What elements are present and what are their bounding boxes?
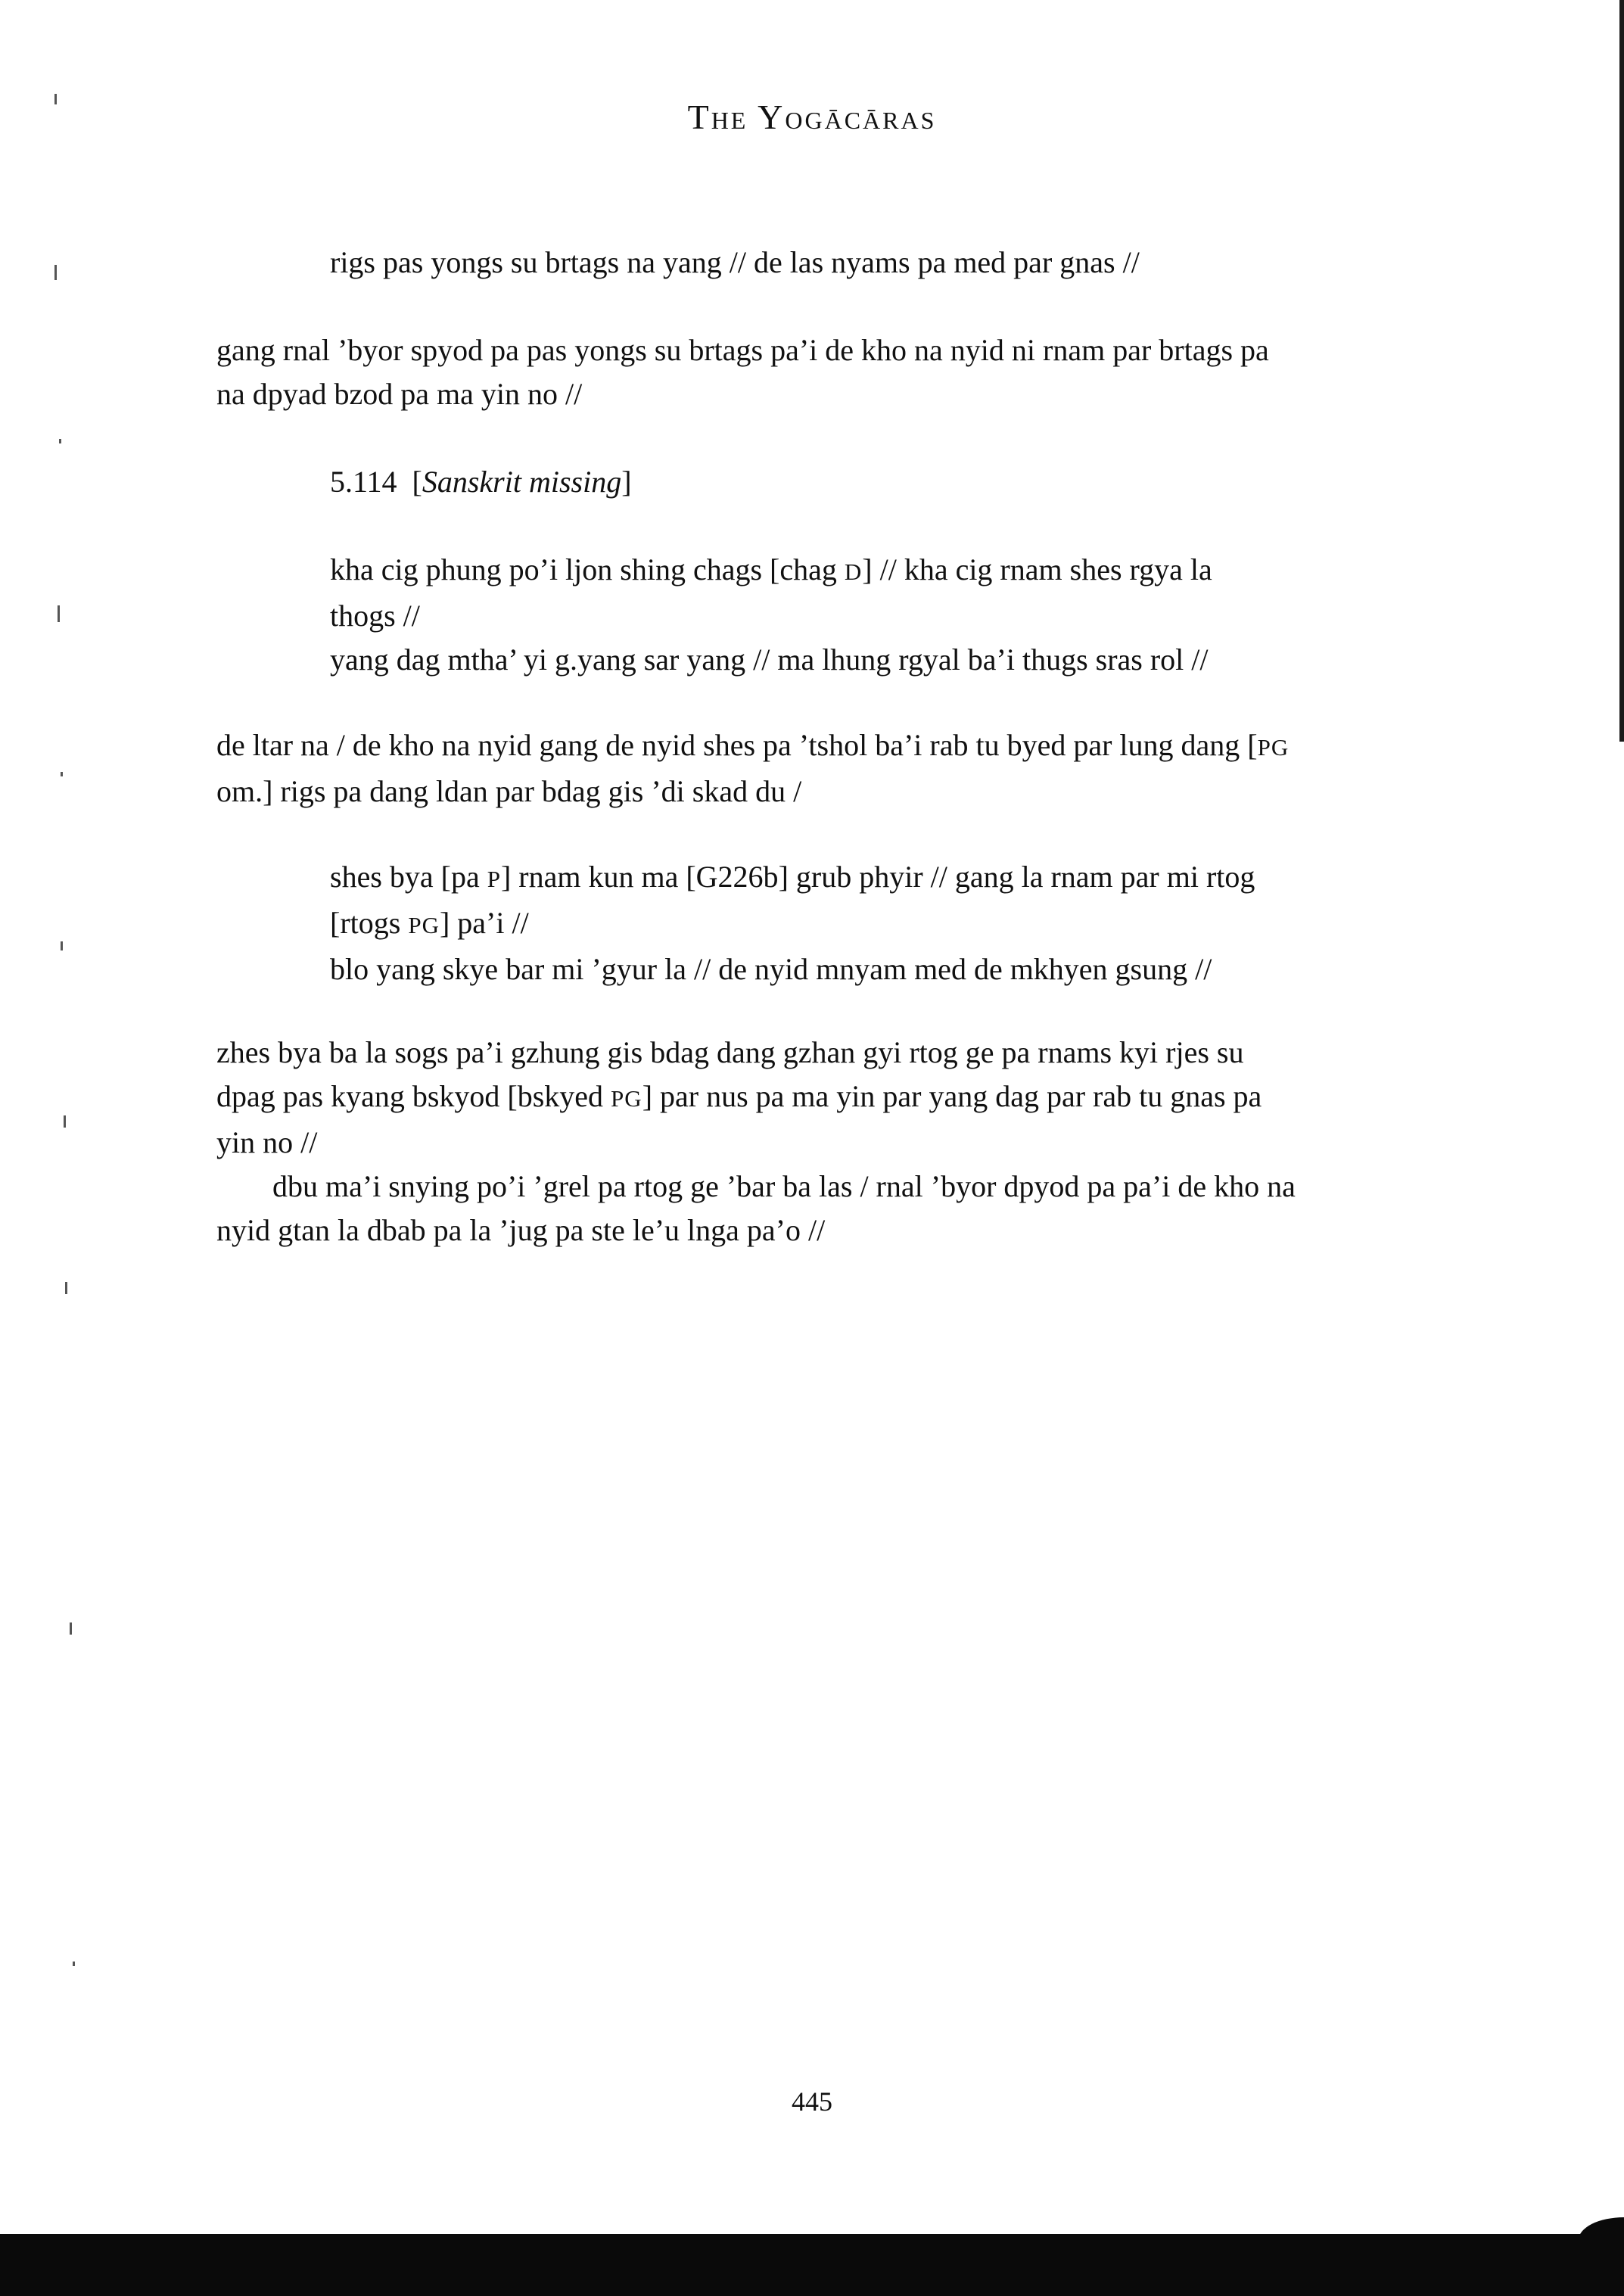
prose-paragraph-2 bbox=[216, 723, 1389, 814]
folio-reference: G226b bbox=[695, 860, 779, 894]
section-note: Sanskrit missing bbox=[422, 465, 622, 499]
verse-line bbox=[330, 548, 1367, 594]
prose-line: gang rnal ’byor spyod pa pas yongs su brtags pa’i de kho na nyid ni rnam par brtags pa bbox=[216, 333, 1269, 367]
scan-mark bbox=[58, 605, 60, 622]
verse-line bbox=[330, 901, 1367, 947]
prose-line: na dpyad bzod pa ma yin no // bbox=[216, 377, 583, 411]
sigla: D bbox=[844, 558, 863, 585]
verse-line bbox=[330, 855, 1367, 901]
section-number: 5.114 bbox=[330, 465, 397, 499]
sigla: PG bbox=[408, 912, 440, 938]
prose-line: yin no // bbox=[216, 1125, 318, 1159]
prose-line bbox=[216, 1075, 1389, 1121]
prose-text: dpag pas kyang bskyod [bskyed bbox=[216, 1079, 611, 1113]
page-number: 445 bbox=[792, 2086, 832, 2117]
section-bracket-close: ] bbox=[621, 465, 632, 499]
prose-paragraph-1 bbox=[216, 328, 1389, 416]
scan-mark bbox=[65, 1282, 67, 1294]
verse-stanza-2 bbox=[330, 548, 1367, 682]
verse-stanza-3 bbox=[330, 855, 1367, 991]
scan-mark bbox=[54, 265, 57, 280]
scan-mark bbox=[59, 439, 61, 443]
verse-text: ] grub phyir // gang la rnam par mi rtog bbox=[778, 860, 1255, 894]
scan-mark bbox=[70, 1622, 72, 1635]
scan-bottom-border bbox=[0, 2234, 1624, 2296]
verse-text: ] rnam kun ma [ bbox=[500, 860, 696, 894]
sigla: PG bbox=[611, 1085, 642, 1112]
scan-mark bbox=[64, 1115, 66, 1128]
verse-stanza-1 bbox=[330, 241, 1367, 285]
prose-line: zhes bya ba la sogs pa’i gzhung gis bdag dang gzhan gyi rtog ge pa rnams kyi rjes su bbox=[216, 1035, 1244, 1069]
verse-text: kha cig phung po’i ljon shing chags [chag bbox=[330, 552, 845, 586]
prose-text: ] par nus pa ma yin par yang dag par rab tu gnas pa bbox=[642, 1079, 1262, 1113]
page-corner-curl bbox=[1579, 2217, 1624, 2240]
verse-text: [rtogs bbox=[330, 906, 409, 940]
prose-line: dbu ma’i snying po’i ’grel pa rtog ge ’bar ba las / rnal ’byor dpyod pa pa’i de kho na bbox=[272, 1169, 1296, 1203]
prose-text: de ltar na / de kho na nyid gang de nyid shes pa ’tshol ba’i rab tu byed par lung dang [ bbox=[216, 728, 1258, 762]
scan-mark bbox=[61, 941, 63, 950]
scan-mark bbox=[73, 1962, 75, 1966]
scan-mark bbox=[61, 772, 63, 776]
verse-line: thogs // bbox=[330, 599, 420, 633]
section-line bbox=[330, 460, 1367, 504]
verse-text: ] pa’i // bbox=[439, 906, 529, 940]
section-heading bbox=[330, 460, 1367, 504]
verse-line: blo yang skye bar mi ’gyur la // de nyid mnyam med de mkhyen gsung // bbox=[330, 952, 1212, 986]
sigla: PG bbox=[1257, 734, 1290, 761]
verse-text: shes bya [pa bbox=[330, 860, 487, 894]
verse-line: rigs pas yongs su brtags na yang // de las nyams pa med par gnas // bbox=[330, 245, 1140, 279]
verse-line: yang dag mtha’ yi g.yang sar yang // ma lhung rgyal ba’i thugs sras rol // bbox=[330, 642, 1209, 677]
running-head: The Yogācāras bbox=[687, 98, 937, 136]
section-spacer bbox=[397, 465, 412, 499]
prose-line bbox=[216, 723, 1389, 770]
sigla: P bbox=[487, 866, 501, 892]
section-bracket-open: [ bbox=[412, 465, 422, 499]
prose-line: om.] rigs pa dang ldan par bdag gis ’di skad du / bbox=[216, 774, 802, 808]
verse-text: ] // kha cig rnam shes rgya la bbox=[862, 552, 1212, 586]
prose-paragraph-3 bbox=[216, 1031, 1389, 1252]
prose-line: nyid gtan la dbab pa la ’jug pa ste le’u lnga pa’o // bbox=[216, 1213, 826, 1247]
